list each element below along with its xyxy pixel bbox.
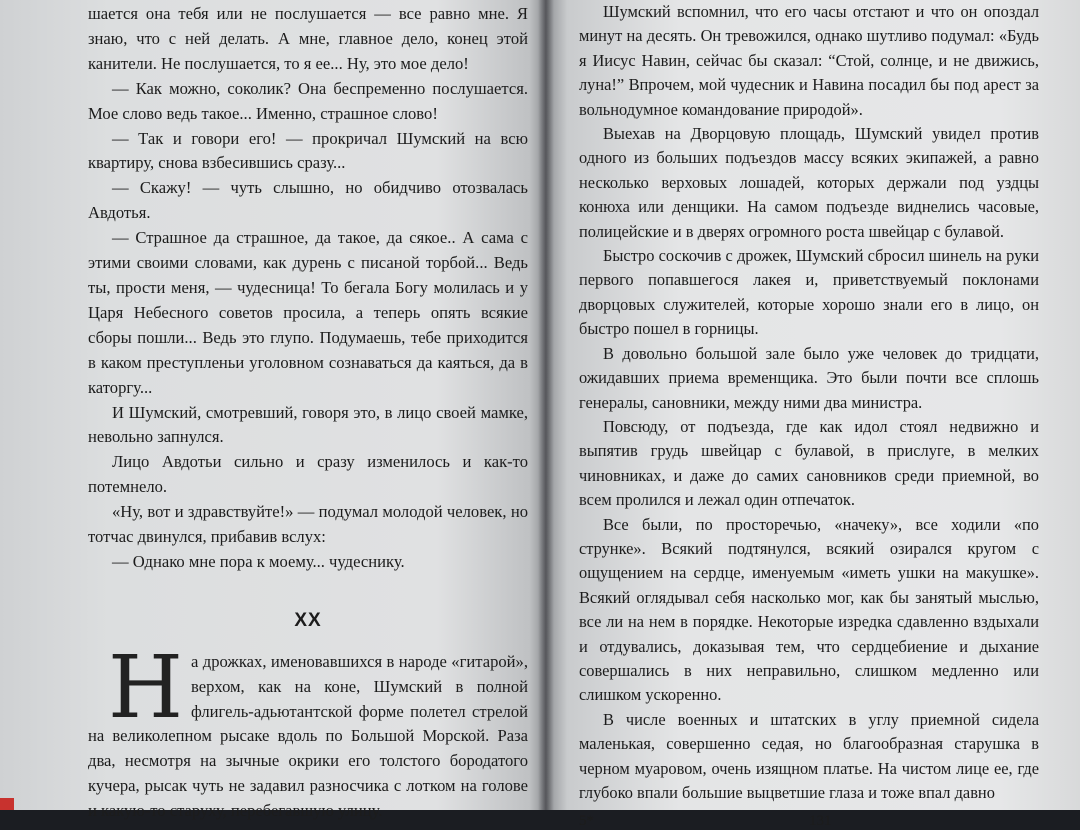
left-paragraph-8: «Ну, вот и здравствуйте!» — подумал молодой человек, но тотчас двинулся, прибавив вслух: [88,502,528,547]
chapter-opening [88,637,528,824]
right-paragraph-4: В довольно большой зале было уже человек до тридцати, ожидавших приема временщика. Это были почти все сплошь генералы, сановники, между ними два министра. [579,343,1039,412]
right-paragraph-1: Шумский вспомнил, что его часы отстают и что он опоздал минут на десять. Он тревожился, однако шутливо подумал: «Будь я Иисус Навин, сейчас бы сказал: “Стой, солнце, и не движись, луна!” Впрочем, мой чудесник и Навина посадил бы под арест за вольнодумное командование природой». [579,2,1039,119]
left-paragraph-6: И Шумский, смотревший, говоря это, в лицо своей мамке, невольно запнулся. [88,402,528,447]
left-text-column [88,2,528,824]
page-number: 131 [809,813,832,829]
right-paragraph-2: Выехав на Дворцовую площадь, Шумский увидел против одного из больших подъездов массу всяких экипажей, а равно несколько верховых лошадей, которых держали под уздцы конюха или денщики. На самом подъезде виднелись часовые, полицейские и в дверях огромного роста швейцар с булавой. [579,124,1039,241]
left-paragraph-5: — Страшное да страшное, да такое, да сякое.. А сама с этими своими словами, как дурень с писаной торбой... Ведь ты, прости меня, — чудесница! То бегала Богу молилась и у Царя Небесного советов просила, а теперь опять всякие сборы пошли... Ведь это глупо. Подумаешь, тебе приходится в каком преступленьи уголовном сознаваться да каяться, да в каторгу... [88,228,528,397]
signature-mark: 5* [579,813,594,829]
chapter-first-paragraph: а дрожках, именовавшихся в народе «гитарой», верхом, как на коне, Шумский в полной флигель-адьютантской форме полетел стрелой на великолепном рысаке вдоль по Большой Морской. Раза два, несмотря на зычные окрики его толстого бородатого кучера, рысак чуть не задавил разносчика с лотком на голове и какую-то старуху, перебегавшую улицу. [88,651,528,821]
chapter-title: XX [294,609,322,631]
right-paragraph-3: Быстро соскочив с дрожек, Шумский сбросил шинель на руки первого попавшегося лакея и, приветствуемый поклонами дворцовых служителей, которые хорошо знали его в лицо, он быстро пошел в горницы. [579,246,1039,339]
right-paragraph-6: Все были, по просторечью, «начеку», все ходили «по струнке». Всякий подтянулся, всякий озирался кругом с ощущением на сердце, именуемым «иметь ушки на макушке». Всякий оглядывал себя насколько мог, как бы занятый мыслью, все ли на нем в порядке. Некоторые изредка сдавленно вздыхали и отдувались, доказывая тем, что сердцебиение и дыхание совершались в них неправильно, слишком медленно или слишком ускоренно. [579,514,1039,705]
left-paragraph-2: — Как можно, соколик? Она беспременно послушается. Мое слово ведь такое... Именно, страшное слово! [88,78,528,123]
book-gutter-shadow [538,0,554,810]
left-paragraph-9: — Однако мне пора к моему... чудеснику. [112,551,405,571]
right-paragraph-5: Повсюду, от подъезда, где как идол стоял недвижно и выпятив грудь швейцар с булавой, в прислуге, в мелких чиновниках, и даже до самих сановников среди приемной, во всем пролился и лежал один отпечаток. [579,416,1039,510]
right-page [546,0,1080,829]
drop-cap-letter: Н [108,637,183,738]
left-paragraph-4: — Скажу! — чуть слышно, но обидчиво отозвалась Авдотья. [88,178,528,223]
left-paragraph-3: — Так и говори его! — прокричал Шумский на всю квартиру, снова взбесившись сразу... [88,128,528,173]
right-text-column [579,0,1039,805]
right-paragraph-7: В числе военных и штатских в углу приемной сидела маленькая, совершенно седая, но благообразная старушка в черном муаровом, очень изящном платье. На чистом лице ее, где глубоко впали большие выцветшие глаза и тоже впал давно [579,709,1039,802]
corner-accent [0,798,14,810]
left-paragraph-7: Лицо Авдотьи сильно и сразу изменилось и как-то потемнело. [88,452,528,497]
left-paragraph-1: шается она тебя или не послушается — все равно мне. Я знаю, что с ней делать. А мне, главное дело, конец этой канители. Не послушается, то я ее... Ну, это мое дело! [88,4,528,73]
